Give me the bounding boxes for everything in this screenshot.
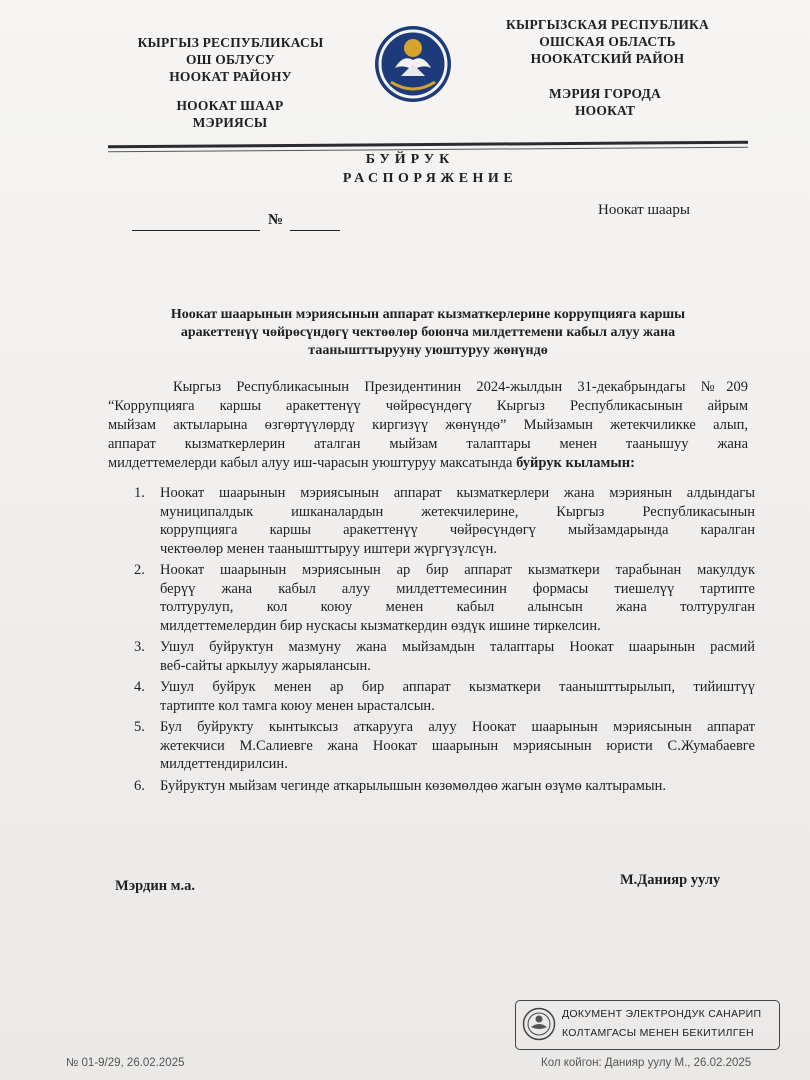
item-line: Ушул буйрук менен ар бир аппарат кызматкери таанышттырылып, тийиштүү	[160, 679, 755, 695]
header-line: КЫРГЫЗСКАЯ РЕСПУБЛИКА	[506, 17, 709, 32]
intro-line: аппарат кызматкерлерин аталган мыйзам талаптары менен таанышуу жана	[108, 436, 748, 452]
document-title-ru: РАСПОРЯЖЕНИЕ	[342, 171, 518, 186]
number-blank-line	[290, 230, 340, 231]
item-line: Ушул буйруктун мазмуну жана мыйзамдын талаптары Ноокат шаарынын расмий	[160, 639, 755, 655]
subject-line: аракеттенүү чөйрөсүндөгү чектөөлөр боюнча милдеттемени кабыл алуу жана	[180, 325, 676, 340]
subject-line: Ноокат шаарынын мэриясынын аппарат кызматкерлерине коррупцияга каршы	[170, 307, 686, 322]
item-line: Буйруктун мыйзам чегинде аткарылышын көзөмөлдөө жагын өзүмө калтырамын.	[160, 777, 667, 794]
header-line: НООКАТ	[574, 103, 636, 118]
order-phrase: буйрук кыламын:	[516, 455, 635, 471]
list-item	[130, 484, 755, 558]
signatory-name: М.Данияр уулу	[620, 872, 721, 888]
item-line: жетекчиси М.Салиевге жана Ноокат шаарынын мэриясынын юристи С.Жумабаевге	[160, 737, 755, 754]
intro-paragraph	[108, 378, 748, 473]
item-number: 3.	[134, 639, 145, 655]
intro-line: Кыргыз Республикасынын Президентинин 2024-жылдын 31-декабрындагы №209	[173, 379, 748, 395]
state-emblem-icon	[373, 24, 453, 104]
item-line: тартипте кол тамга коюу менен ырасталсын.	[160, 697, 435, 714]
city-name: Ноокат шаары	[598, 202, 690, 218]
item-number: 6.	[134, 777, 145, 794]
list-item	[130, 638, 755, 675]
item-line: чектөөлөр менен таанышттыруу иштери жүргүзүлсүн.	[160, 540, 497, 557]
registration-number: № 01-9/29, 26.02.2025	[66, 1057, 185, 1069]
item-line: милдеттемелердин бир нускасы кызматкердин өздүк ишине тиркелсин.	[160, 617, 601, 634]
header-line: МЭРИЯ ГОРОДА	[549, 86, 661, 101]
item-line: берүү жана кабыл алуу милдеттемесинин формасы тиешелүү тартипте	[160, 580, 755, 597]
item-number: 1.	[134, 485, 145, 501]
signatory-title: Мэрдин м.а.	[115, 878, 196, 894]
header-left-kg	[118, 34, 343, 85]
item-number: 4.	[134, 679, 145, 695]
item-number: 5.	[134, 719, 145, 735]
number-sign: №	[268, 212, 284, 228]
header-line: НООКАТСКИЙ РАЙОН	[530, 51, 685, 66]
order-items-list	[130, 484, 755, 795]
date-blank-line	[132, 230, 260, 231]
list-item	[130, 777, 755, 796]
list-item	[130, 561, 755, 635]
header-right-office	[525, 85, 685, 119]
stamp-line-1: ДОКУМЕНТ ЭЛЕКТРОНДУК САНАРИП	[562, 1008, 762, 1020]
header-left-office	[150, 97, 310, 131]
seal-icon	[522, 1007, 556, 1041]
subject-line: таанышттырууну уюштуруу жөнүндө	[308, 343, 548, 358]
item-line: Ноокат шаарынын мэриясынын ар бир аппарат кызматкери тарабынан макулдук	[160, 562, 755, 578]
intro-line: мыйзам актыларына өзгөртүүлөрдү киргизүү жөнүндө” Мыйзамын жетекчиликке алып,	[108, 417, 748, 433]
stamp-line-2: КОЛТАМГАСЫ МЕНЕН БЕКИТИЛГЕН	[562, 1027, 754, 1039]
e-signature-stamp	[515, 1000, 780, 1050]
item-line: милдеттендирилсин.	[160, 756, 288, 772]
item-line: веб-сайты аркылуу жарыялансын.	[160, 657, 371, 674]
list-item	[130, 678, 755, 715]
list-item	[130, 718, 755, 774]
header-line: КЫРГЫЗ РЕСПУБЛИКАСЫ	[137, 35, 324, 50]
header-line: НООКАТ РАЙОНУ	[169, 69, 292, 84]
header-line: ОШ ОБЛУСУ	[185, 52, 276, 67]
document-title-kg: БУЙРУК	[365, 152, 455, 167]
document-subject	[108, 306, 748, 360]
header-line: МЭРИЯСЫ	[192, 115, 268, 130]
item-line: Ноокат шаарынын мэриясынын аппарат кызматкерлери жана мэриянын алдындагы	[160, 485, 755, 501]
signed-by-note: Кол койгон: Данияр уулу М., 26.02.2025	[541, 1057, 752, 1069]
item-line: коррупцияга каршы аракеттенүү чөйрөсүндөгү мыйзамдарында каралган	[160, 522, 755, 538]
intro-final-text: милдеттемелерди кабыл алуу иш-чарасын уюштуруу максатында	[108, 455, 517, 471]
header-right-ru	[490, 16, 725, 67]
intro-line-final	[108, 454, 748, 473]
item-line: толтурулуп, кол коюу менен кабыл алынсын жана толтурулган	[160, 599, 755, 615]
intro-line: “Коррупцияга каршы аракеттенүү чөйрөсүндөгү Кыргыз Республикасынын айрым	[108, 398, 748, 414]
item-line: Бул буйрукту кынтыксыз аткарууга алуу Ноокат шаарынын мэриясынын аппарат	[160, 719, 755, 735]
item-line: муниципалдык ишканалардын жетекчилерине, Кыргыз Республикасынын	[160, 503, 755, 520]
header-line: ОШСКАЯ ОБЛАСТЬ	[539, 34, 676, 49]
item-number: 2.	[134, 562, 145, 578]
header-line: НООКАТ ШААР	[176, 98, 284, 113]
